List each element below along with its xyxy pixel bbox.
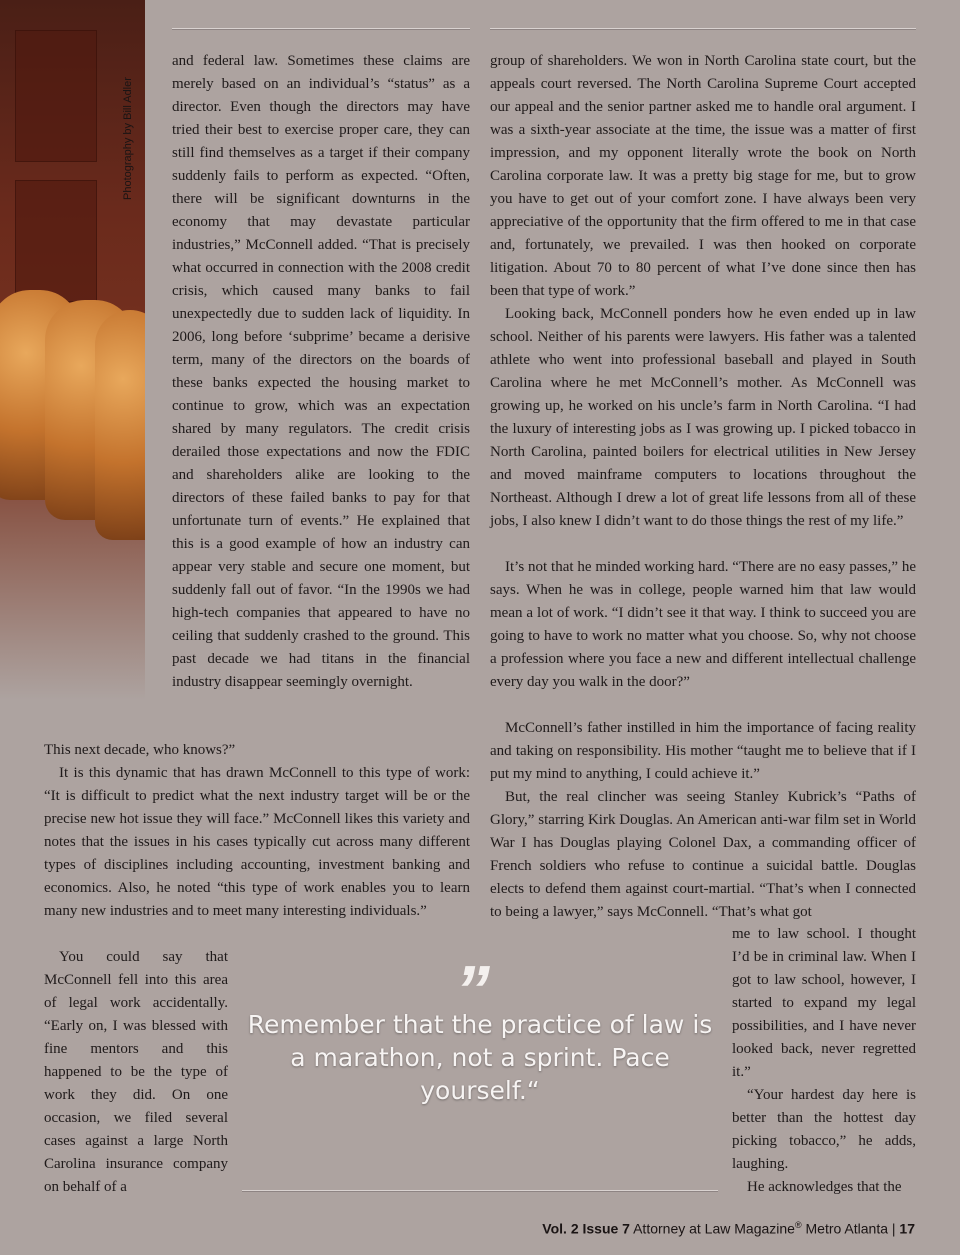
right-paragraph-2: Looking back, McConnell ponders how he even ended up in law school. Neither of his parents were lawyers. His father was a talented athlete who went into professional baseball and played in South Carolina where he met McConnell’s mother. As McConnell was growing up, he worked on his uncle’s farm in North Carolina. “I had the luxury of interesting jobs as I was growing up. I picked tobacco in North Carolina, painted boilers for electrical utilities in New Jersey and moved mainframe computers to locations throughout the Northeast. Although I drew a lot of great life lessons from all of these jobs, I also knew I didn’t want to do those things the rest of my life.” xyxy=(490,306,916,529)
wall-panel xyxy=(15,30,97,162)
pull-quote: Remember that the practice of law is a marathon, not a sprint. Pace yourself.“ xyxy=(247,1010,713,1105)
footer-issue: Vol. 2 Issue 7 xyxy=(542,1220,630,1237)
photo-credit: Photography by Bill Adler xyxy=(122,77,134,200)
wall-panel xyxy=(15,180,97,302)
footer-registered: ® xyxy=(794,1220,802,1230)
right-paragraph-1: group of shareholders. We won in North Carolina state court, but the appeals court reversed. The North Carolina Supreme Court accepted our appeal and the senior partner asked me to handle oral argument. I was a sixth-year associate at the time, the issue was a matter of first impression, and my opponent literally wrote the book on North Carolina corporate law. It was a pretty big stage for me, but to grow you have to get out of your comfort zone. I have always been very appreciative of the opportunity that the firm offered to me in that case and, fortunately, we prevailed. I was then hooked on corporate litigation. About 70 to 80 percent of what I’ve done since then has been that type of work.” xyxy=(490,53,916,299)
right-paragraph-7: He acknowledges that the xyxy=(747,1179,902,1195)
right-paragraph-4: McConnell’s father instilled in him the importance of facing reality and taking on responsibility. His mother “taught me to believe that if I put my mind to anything, I could achieve it.” xyxy=(490,720,916,782)
left-paragraph-2: It is this dynamic that has drawn McConnell to this type of work: “It is difficult to predict what the next industry target will be or the precise new hot issue they will face.” McConnell likes this variety and notes that the issues in his cases typically cut across many different types of disciplines including accounting, investment banking and economics. Also, he noted “this type of work enables you to learn many new industries and to meet many interesting individuals.” xyxy=(44,765,470,919)
chair xyxy=(95,310,145,540)
right-paragraph-5: But, the real clincher was seeing Stanley Kubrick’s “Paths of Glory,” starring Kirk Douglas. An American anti-war film set in World War I has Douglas playing Colonel Dax, a commanding officer of French soldiers who refuse to continue a suicidal battle. Douglas elects to defend them against court-martial. “That’s when I connected to being a lawyer,” says McConnell. “That’s what got xyxy=(490,789,916,920)
page-footer xyxy=(542,1220,915,1237)
left-paragraph-1-tail: This next decade, who knows?” xyxy=(44,742,236,758)
right-paragraph-5-tail: me to law school. I thought I’d be in criminal law. When I got to law school, however, I started to expand my legal possibilities, and I have never looked back, never regretted it.” xyxy=(732,926,916,1080)
footer-magazine: Attorney at Law Magazine xyxy=(633,1220,795,1237)
footer-edition: Metro Atlanta xyxy=(805,1220,888,1237)
left-paragraph-3: You could say that McConnell fell into this area of legal work accidentally. “Early on, I was blessed with fine mentors and this happened to be the type of work they did. On one occasion, we filed several cases against a large North Carolina insurance company on behalf of a xyxy=(44,949,228,1195)
footer-separator: | xyxy=(891,1220,896,1237)
right-paragraph-6: “Your hardest day here is better than the hottest day picking tobacco,” he adds, laughing. xyxy=(732,1087,916,1172)
left-paragraph-1: and federal law. Sometimes these claims are merely based on an individual’s “status” as a director. Even though the directors may have tried their best to exercise proper care, they can still find themselves as a target if their company suddenly fails to perform as expected. “Often, there will be significant downturns in the economy that may devastate particular industries,” McConnell added. “That is precisely what occurred in connection with the 2008 credit crisis, which caused many banks to fail unexpectedly due to sudden lack of liquidity. In 2006, long before ‘subprime’ became a derisive term, many of the directors on the boards of these banks expected the housing market to continue to grow, which was an expectation shared by many regulators. The credit crisis derailed those expectations and now the FDIC and shareholders alike are looking to the directors of these failed banks to pay for that unfortunate turn of events.” He explained that this is a good example of how an industry can appear very stable and secure one moment, but suddenly fall out of favor. “In the 1990s we had high-tech companies that appeared to have no ceiling that suddenly crashed to the ground. This past decade we had titans in the financial industry disappear seemingly overnight. xyxy=(172,53,470,690)
right-paragraph-3: It’s not that he minded working hard. “There are no easy passes,” he says. When he was in college, people warned him that law would mean a lot of work. “I didn’t see it that way. I think to succeed you are going to have to work no matter what you choose. So, why not choose a profession where you face a new and different intellectual challenge every day you walk in the door?” xyxy=(490,559,916,690)
page-number: 17 xyxy=(899,1220,915,1237)
quote-mark-icon: ” xyxy=(455,951,490,1029)
top-rule-left xyxy=(172,28,470,30)
pull-quote-rule xyxy=(242,1190,718,1192)
top-rule-right xyxy=(490,28,916,30)
